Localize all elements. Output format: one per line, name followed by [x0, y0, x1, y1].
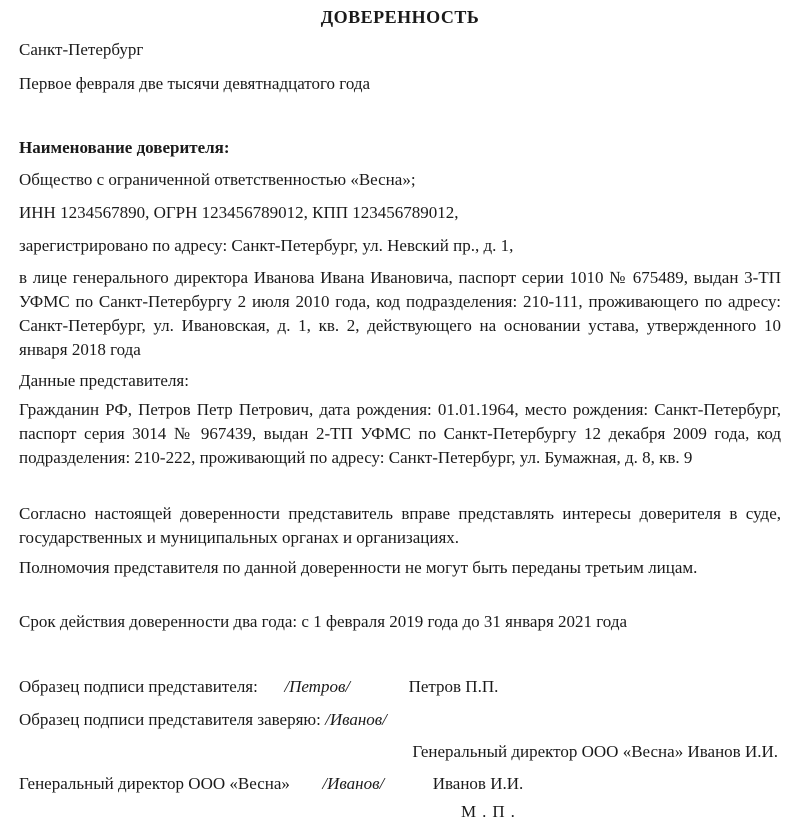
representative-heading: Данные представителя: — [19, 371, 189, 390]
representative-details: Гражданин РФ, Петров Петр Петрович, дата рождения: 01.01.1964, место рождения: Санкт-Петербург, паспорт серия 3014 № 967439, выдан 2-ТП УФМС по Санкт-Петербургу 12 декабря 2009 года, код подразделения: 210-222, проживающий по адресу: Санкт-Петербург, ул. Бумажная, д. 8, кв. 9 — [19, 400, 781, 467]
director-signature-line — [19, 772, 523, 796]
certify-signature: /Иванов/ — [325, 710, 387, 729]
principal-represented-by: в лице генерального директора Иванова Ивана Ивановича, паспорт серии 1010 № 675489, выдан 3-ТП УФМС по Санкт-Петербургу 2 июля 2010 года, код подразделения: 210-111, проживающего по адресу: Санкт-Петербург, ул. Ивановская, д. 1, кв. 2, действующего на основании устава, утвержденного 10 января 2018 года — [19, 268, 781, 359]
director-signature: /Иванов/ — [322, 774, 385, 793]
rep-sample-label: Образец подписи представителя: — [19, 677, 258, 696]
rep-name: Петров П.П. — [408, 677, 499, 696]
director-right-line: Генеральный директор ООО «Весна» Иванов И.И. — [412, 742, 778, 761]
certify-label: Образец подписи представителя заверяю: — [19, 710, 321, 729]
certify-line — [19, 708, 387, 732]
document-title: ДОВЕРЕННОСТЬ — [320, 7, 480, 27]
principal-heading: Наименование доверителя: — [19, 138, 230, 157]
powers-paragraph: Согласно настоящей доверенности представитель вправе представлять интересы доверителя в суде, государственных и муниципальных органах и организациях. — [19, 504, 781, 547]
principal-address: зарегистрировано по адресу: Санкт-Петербург, ул. Невский пр., д. 1, — [19, 236, 514, 255]
no-transfer-paragraph: Полномочия представителя по данной доверенности не могут быть переданы третьим лицам. — [19, 558, 698, 577]
director-label: Генеральный директор ООО «Весна» — [19, 774, 290, 793]
stamp-mark: М.П. — [461, 802, 521, 821]
city: Санкт-Петербург — [19, 40, 144, 59]
director-name: Иванов И.И. — [432, 774, 524, 793]
rep-signature: /Петров/ — [284, 677, 351, 696]
representative-signature-line — [19, 675, 498, 699]
issue-date: Первое февраля две тысячи девятнадцатого года — [19, 74, 371, 93]
principal-ids: ИНН 1234567890, ОГРН 123456789012, КПП 123456789012, — [19, 203, 459, 222]
principal-name: Общество с ограниченной ответственностью «Весна»; — [19, 170, 416, 189]
validity-period: Срок действия доверенности два года: с 1 февраля 2019 года до 31 января 2021 года — [19, 612, 628, 631]
